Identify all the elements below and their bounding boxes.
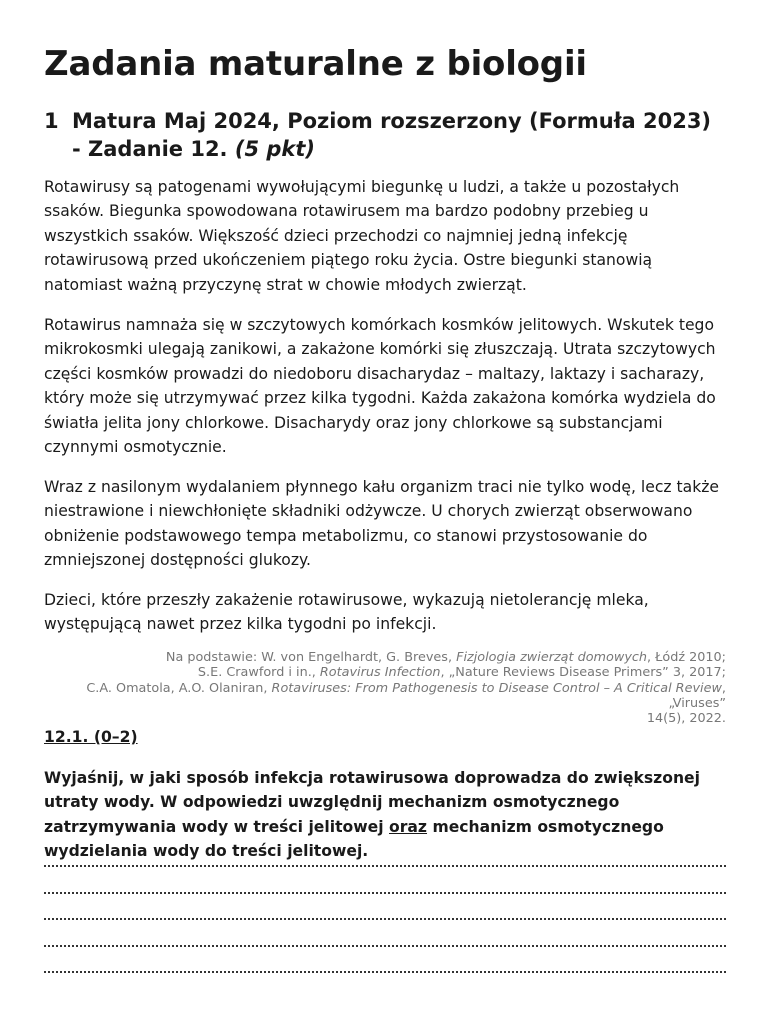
source-line-1 (44, 650, 726, 665)
source-3-authors: C.A. Omatola, A.O. Olaniran, (86, 680, 272, 696)
paragraph-1: Rotawirusy są patogenami wywołującymi biegunkę u ludzi, a także u pozostałych ssaków. Biegunka spowodowana rotawirusem ma bardzo podobny przebieg u wszystkich ssaków. Większość dzieci przechodzi co najmniej jedną infekcję rotawirusową przed ukończeniem piątego roku życia. Ostre biegunki stanowią natomiast ważną przyczynę strat w chowie młodych zwierząt. (44, 178, 680, 294)
source-1-authors: Na podstawie: W. von Engelhardt, G. Breves, (165, 650, 457, 665)
paragraph-3: Wraz z nasilonym wydalaniem płynnego kału organizm traci nie tylko wodę, lecz także niestrawione i niewchłonięte składniki odżywcze. U chorych zwierząt obserwowano obniżenie podstawowego tempa metabolizmu, co stanowi przystosowanie do zmniejszonej dostępności glukozy. (44, 478, 720, 570)
paragraph-4: Dzieci, które przeszły zakażenie rotawirusowe, wykazują nietolerancję mleka, występującą nawet przez kilka tygodni po infekcji. (44, 591, 649, 634)
paragraph-2: Rotawirus namnaża się w szczytowych komórkach kosmków jelitowych. Wskutek tego mikrokosmki ulegają zanikowi, a zakażone komórki się złuszczają. Utrata szczytowych części kosmków prowadzi do niedoboru disacharydaz – maltazy, laktazy i sacharazy, który może się utrzymywać przez kilka tygodni. Każda zakażona komórka wydziela do światła jelita jony chlorkowe. Disacharydy oraz jony chlorkowe są substancjami czynnymi osmotycznie. (44, 316, 716, 457)
source-2-title: Rotavirus Infection (319, 665, 441, 681)
task-header (44, 107, 734, 163)
answer-line[interactable] (44, 918, 726, 920)
task-points: (5 pkt) (234, 137, 315, 161)
task-title-line1: Matura Maj 2024, Poziom rozszerzony (Formuła 2023) (72, 109, 712, 133)
source-line-2 (44, 665, 726, 680)
source-1-title: Fizjologia zwierząt domowych (456, 650, 648, 665)
subtask-label: 12.1. (0–2) (44, 728, 138, 746)
answer-line[interactable] (44, 945, 726, 947)
task-title-line2 (72, 135, 734, 163)
question-underlined-word: oraz (389, 817, 428, 836)
question-text (44, 766, 734, 864)
page-title: Zadania maturalne z biologii (44, 44, 587, 84)
task-number: 1 (44, 109, 59, 133)
source-line-3 (44, 681, 726, 712)
source-3-publication: , „Viruses” (668, 680, 726, 711)
source-citation (44, 650, 726, 726)
answer-line[interactable] (44, 892, 726, 894)
answer-line[interactable] (44, 865, 726, 867)
source-3-title: Rotaviruses: From Pathogenesis to Disease Control – A Critical Review (271, 680, 722, 696)
answer-line[interactable] (44, 971, 726, 973)
question-part-2: mechanizm osmotycznego wydzielania wody do treści jelitowej. (44, 817, 664, 861)
task-title (72, 107, 734, 163)
source-2-authors: S.E. Crawford i in., (197, 665, 320, 681)
source-2-publication: , „Nature Reviews Disease Primers” 3, 2017; (440, 665, 726, 681)
question-part-1: Wyjaśnij, w jaki sposób infekcja rotawirusowa doprowadza do zwiększonej utraty wody. W odpowiedzi uwzględnij mechanizm osmotycznego zatrzymywania wody w treści jelitowej (44, 769, 700, 836)
source-line-4: 14(5), 2022. (646, 711, 726, 727)
task-title-line2-text: - Zadanie 12. (72, 137, 228, 161)
source-1-publication: , Łódź 2010; (647, 650, 726, 665)
